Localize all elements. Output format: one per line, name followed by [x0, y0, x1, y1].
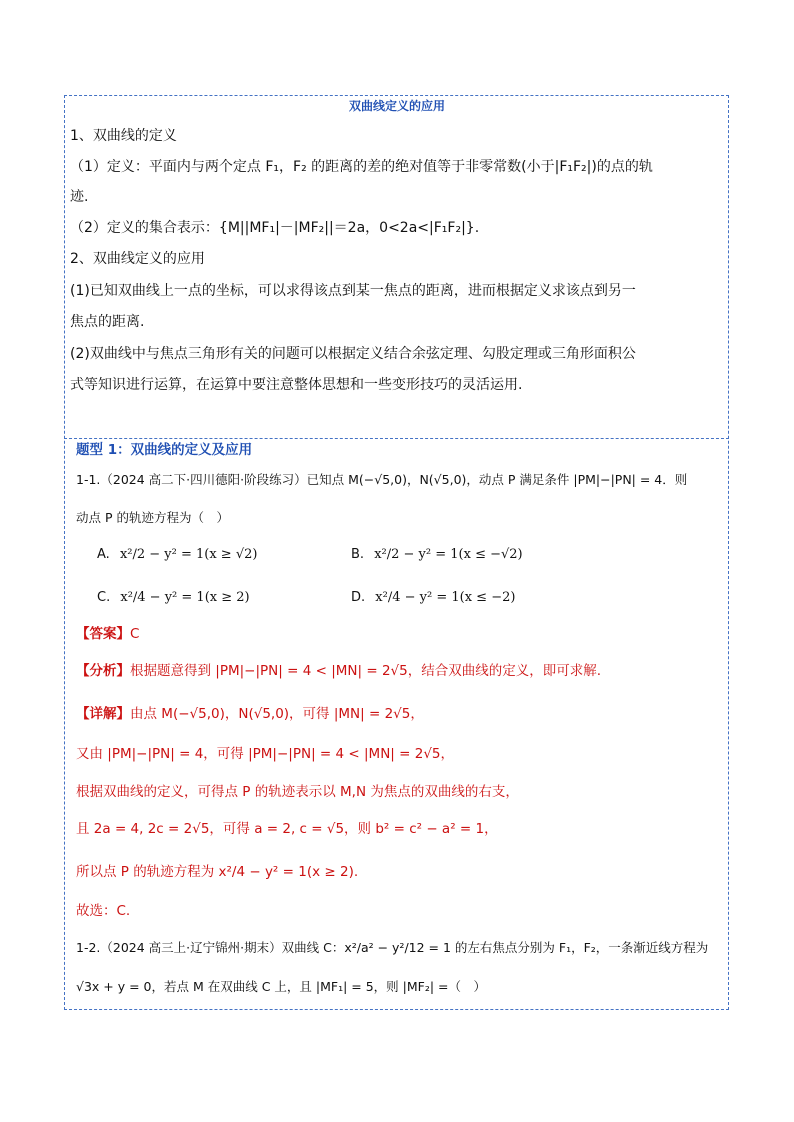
option-b[interactable] [351, 545, 523, 565]
option-d[interactable] [351, 588, 515, 608]
detail-line2: 又由 |PM|−|PN| = 4，可得 |PM|−|PN| = 4 < |MN| = 2√5， [76, 746, 455, 762]
option-a-label: A. [97, 547, 110, 562]
detail-tag: 【详解】 [76, 706, 130, 722]
application2-line2: 式等知识进行运算，在运算中要注意整体思想和一些变形技巧的灵活运用. [70, 377, 523, 393]
application2-line1: (2)双曲线中与焦点三角形有关的问题可以根据定义结合余弦定理、勾股定理或三角形面积公 [70, 346, 636, 362]
analysis-row [76, 661, 601, 681]
question1-stem-line1: 1-1.（2024 高二下·四川德阳·阶段练习）已知点 M(−√5,0)，N(√5,0)，动点 P 满足条件 |PM|−|PN| = 4．则 [76, 472, 688, 487]
conclusion: 故选：C. [76, 903, 131, 919]
application1-line2: 焦点的距离. [70, 314, 145, 330]
answer-tag: 【答案】 [76, 626, 130, 642]
detail-line3: 根据双曲线的定义，可得点 P 的轨迹表示以 M,N 为焦点的双曲线的右支， [76, 784, 519, 800]
detail-row1 [76, 704, 424, 724]
set-definition: （2）定义的集合表示：{M||MF₁|－|MF₂||＝2a，0<2a<|F₁F₂|}. [70, 220, 480, 236]
option-c-label: C. [97, 590, 111, 605]
detail-line1: 由点 M(−√5,0)，N(√5,0)，可得 |MN| = 2√5， [130, 706, 424, 722]
application1-line1: (1)已知双曲线上一点的坐标，可以求得该点到某一焦点的距离，进而根据定义求该点到另一 [70, 283, 636, 299]
question2-stem-line1: 1-2.（2024 高三上·辽宁锦州·期末）双曲线 C：x²/a² − y²/12 = 1 的左右焦点分别为 F₁，F₂，一条渐近线方程为 [76, 940, 709, 955]
option-a-formula: x²/2 − y² = 1(x ≥ √2) [119, 547, 258, 562]
option-c-formula: x²/4 − y² = 1(x ≥ 2) [120, 590, 250, 605]
analysis-tag: 【分析】 [76, 663, 130, 679]
option-d-formula: x²/4 − y² = 1(x ≤ −2) [375, 590, 516, 605]
question2-stem-line2: √3x + y = 0，若点 M 在双曲线 C 上，且 |MF₁| = 5，则 |MF₂| =（ ） [76, 979, 486, 994]
definition-line2: 迹. [70, 189, 89, 205]
answer-row [76, 624, 139, 644]
section-divider [64, 438, 729, 439]
section1-heading: 1、双曲线的定义 [70, 128, 177, 144]
option-a[interactable] [97, 545, 257, 565]
section2-heading: 2、双曲线定义的应用 [70, 251, 205, 267]
detail-line4: 且 2a = 4, 2c = 2√5，可得 a = 2, c = √5，则 b² = c² − a² = 1， [76, 821, 498, 837]
analysis-text: 根据题意得到 |PM|−|PN| = 4 < |MN| = 2√5，结合双曲线的定义，即可求解. [130, 663, 602, 679]
question-type-heading: 题型 1：双曲线的定义及应用 [76, 442, 253, 458]
option-c[interactable] [97, 588, 250, 608]
question1-stem-line2: 动点 P 的轨迹方程为（ ） [76, 510, 229, 525]
definition-line1: （1）定义：平面内与两个定点 F₁，F₂ 的距离的差的绝对值等于非零常数(小于|F₁F₂|)的点的轨 [70, 159, 653, 175]
option-b-label: B. [351, 547, 365, 562]
page-title: 双曲线定义的应用 [348, 99, 445, 113]
option-b-formula: x²/2 − y² = 1(x ≤ −√2) [374, 547, 523, 562]
answer-value: C [130, 626, 140, 642]
detail-line5: 所以点 P 的轨迹方程为 x²/4 − y² = 1(x ≥ 2). [76, 864, 359, 880]
option-d-label: D. [351, 590, 366, 605]
